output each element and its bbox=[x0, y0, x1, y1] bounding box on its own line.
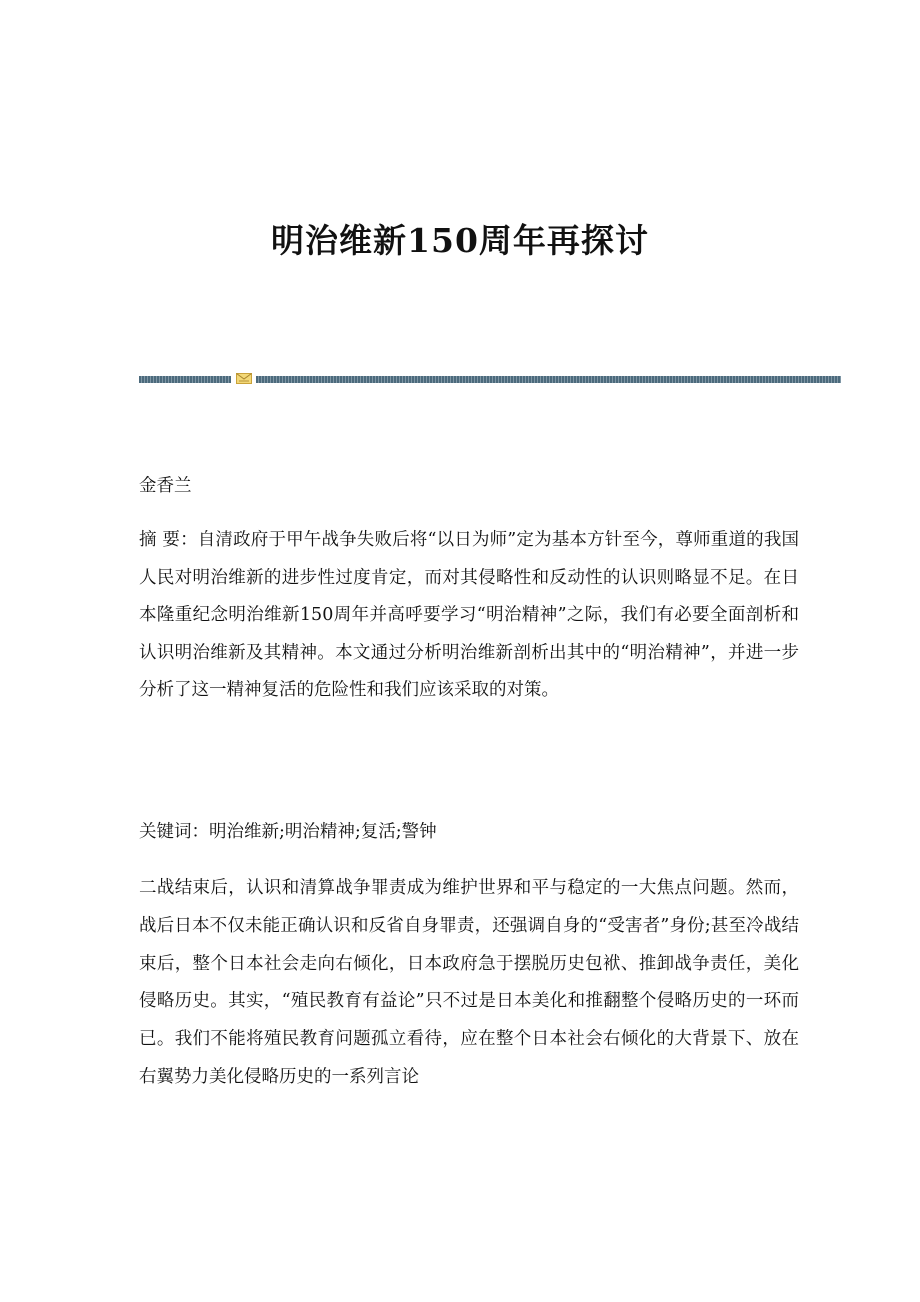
abstract-paragraph: 摘 要：自清政府于甲午战争失败后将“以日为师”定为基本方针至今，尊师重道的我国人民对明治维新的进步性过度肯定，而对其侵略性和反动性的认识则略显不足。在日本隆重纪念明治维新150周年并高呼要学习“明治精神”之际，我们有必要全面剖析和认识明治维新及其精神。本文通过分析明治维新剖析出其中的“明治精神”，并进一步分析了这一精神复活的危险性和我们应该采取的对策。 bbox=[139, 530, 799, 701]
document-title: 明治维新150周年再探讨 bbox=[271, 221, 649, 260]
author-name: 金香兰 bbox=[139, 476, 192, 496]
envelope-ornament-icon bbox=[236, 373, 252, 384]
body-paragraph: 二战结束后，认识和清算战争罪责成为维护世界和平与稳定的一大焦点问题。然而，战后日本不仅未能正确认识和反省自身罪责，还强调自身的“受害者”身份;甚至冷战结束后，整个日本社会走向右倾化，日本政府急于摆脱历史包袱、推卸战争责任，美化侵略历史。其实，“殖民教育有益论”只不过是日本美化和推翻整个侵略历史的一环而已。我们不能将殖民教育问题孤立看待，应在整个日本社会右倾化的大背景下、放在右翼势力美化侵略历史的一系列言论 bbox=[139, 878, 799, 1087]
title-divider bbox=[139, 373, 841, 385]
keywords-line: 关键词：明治维新;明治精神;复活;警钟 bbox=[139, 822, 437, 842]
divider-bar-right bbox=[256, 376, 841, 383]
divider-bar-left bbox=[139, 376, 231, 383]
